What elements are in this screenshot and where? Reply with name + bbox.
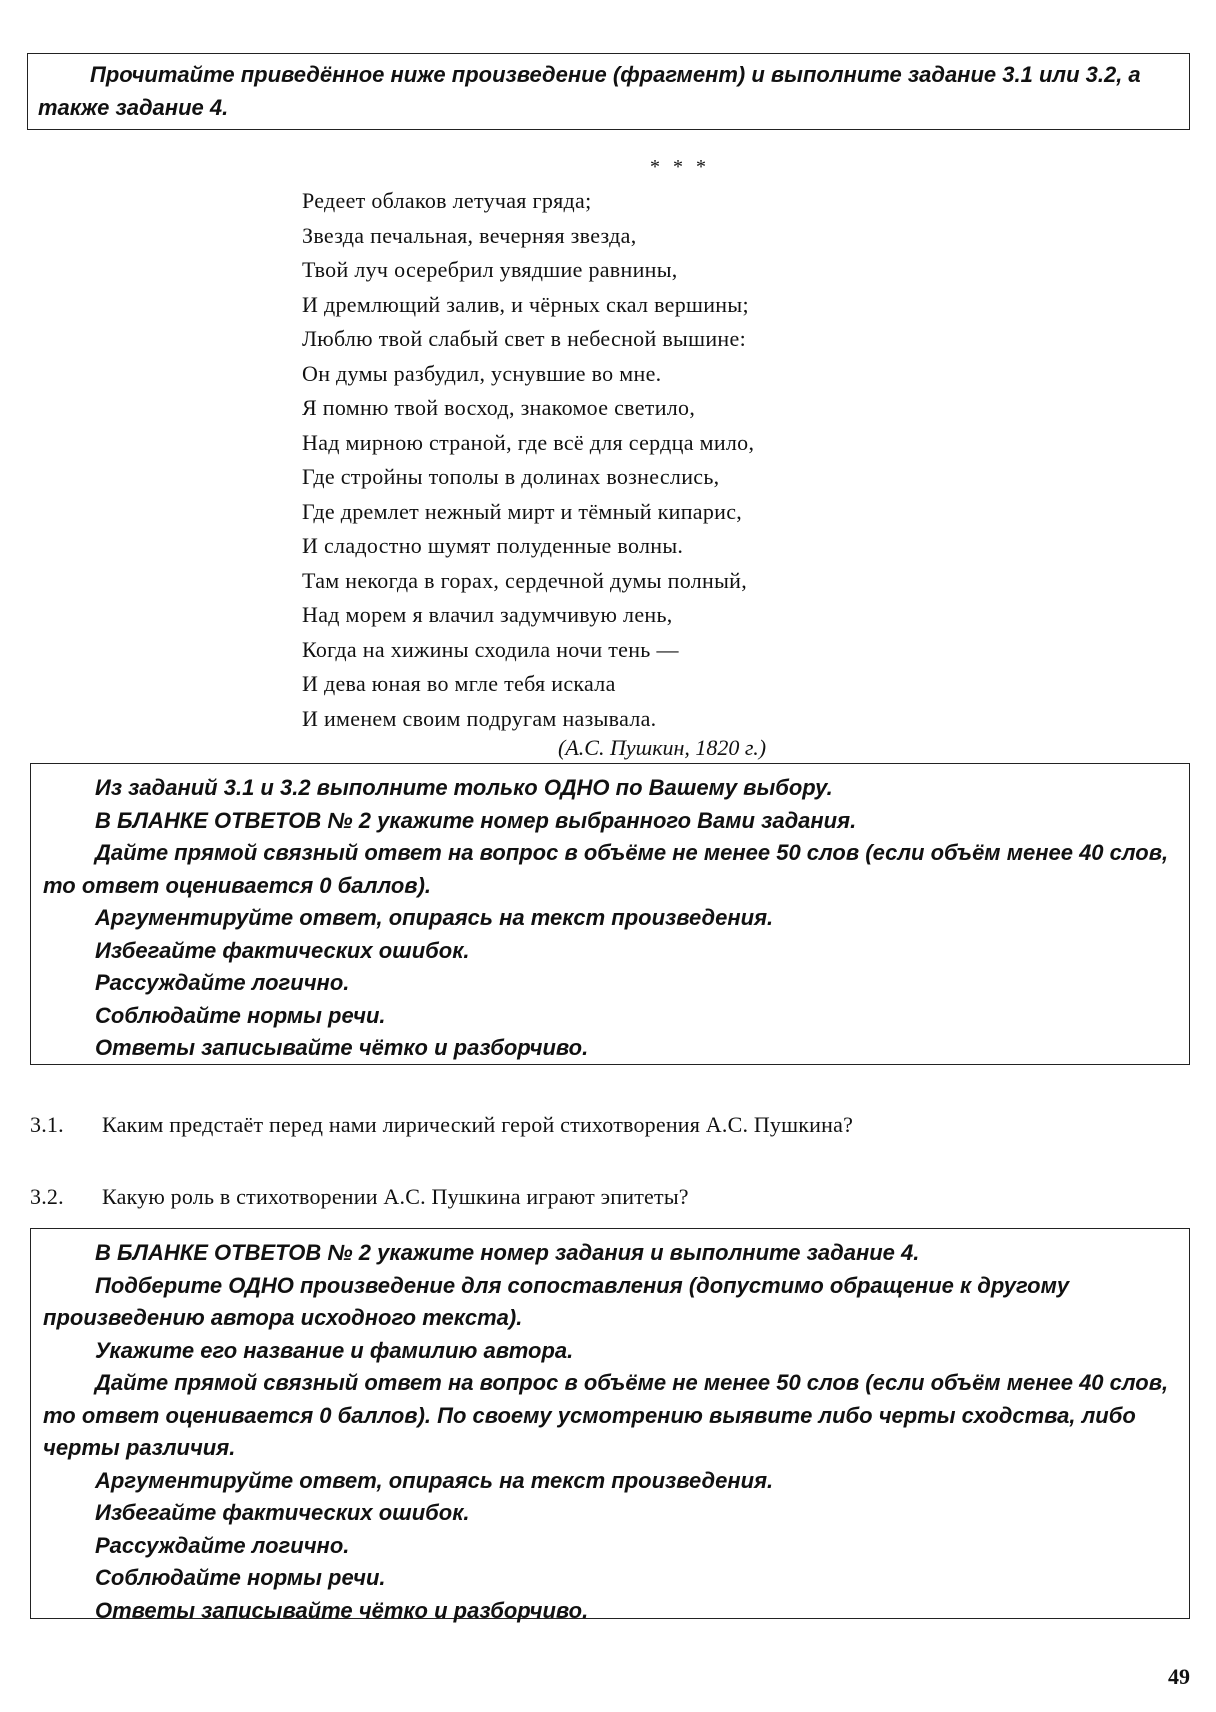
poem-line: Когда на хижины сходила ночи тень — [302, 636, 679, 662]
poem-line: Твой луч осеребрил увядшие равнины, [302, 257, 678, 282]
poem-line: Где дремлет нежный мирт и тёмный кипарис, [302, 498, 743, 524]
instruction-line: Соблюдайте нормы речи. [95, 1002, 386, 1028]
instruction-line: Аргументируйте ответ, опираясь на текст произведения. [95, 905, 774, 930]
poem-line: И дремлющий залив, и чёрных скал вершины; [302, 291, 749, 317]
intro-instruction-box [27, 53, 1190, 130]
instruction-line: Избегайте фактических ошибок. [95, 937, 470, 963]
poem-line: Над морем я влачил задумчивую лень, [302, 602, 673, 627]
poem-attribution: (А.С. Пушкин, 1820 г.) [558, 735, 767, 760]
poem-line: Где стройны тополы в долинах вознеслись, [302, 464, 720, 489]
question-3-2 [30, 1182, 689, 1212]
poem-line: Над мирною страной, где всё для сердца мило, [302, 429, 755, 455]
instruction-line: Рассуждайте логично. [95, 970, 350, 995]
question-number: 3.2. [30, 1184, 64, 1209]
poem-line: Он думы разбудил, уснувшие во мне. [302, 360, 662, 386]
instruction-line: Ответы записывайте чётко и разборчиво. [95, 1597, 589, 1623]
poem [302, 150, 942, 736]
instruction-line: Дайте прямой связный ответ на вопрос в объёме не менее 50 слов (если объём менее 40 слов, то ответ оценивается 0 баллов). [43, 840, 1169, 898]
poem-line: Там некогда в горах, сердечной думы полный, [302, 567, 748, 593]
instruction-box-task3 [30, 763, 1190, 1065]
poem-line: Звезда печальная, вечерняя звезда, [302, 222, 637, 248]
instruction-line: Соблюдайте нормы речи. [95, 1565, 386, 1590]
poem-line: Редеет облаков летучая гряда; [302, 188, 592, 213]
question-text: Какую роль в стихотворении А.С. Пушкина играют эпитеты? [102, 1184, 689, 1209]
instruction-line: Аргументируйте ответ, опираясь на текст произведения. [95, 1467, 774, 1493]
poem-line: Люблю твой слабый свет в небесной вышине: [302, 326, 746, 351]
page-number: 49 [1168, 1664, 1190, 1689]
instruction-line: Ответы записывайте чётко и разборчиво. [95, 1035, 589, 1060]
instruction-line: Укажите его название и фамилию автора. [95, 1337, 574, 1363]
instruction-line: Подберите ОДНО произведение для сопоставления (допустимо обращение к другому произведению автора исходного текста). [43, 1272, 1070, 1330]
poem-line: И дева юная во мгле тебя искала [302, 671, 616, 696]
poem-line: И именем своим подругам называла. [302, 705, 657, 731]
instruction-line: В БЛАНКЕ ОТВЕТОВ № 2 укажите номер задания и выполните задание 4. [95, 1240, 920, 1265]
poem-line: И сладостно шумят полуденные волны. [302, 533, 684, 558]
instruction-line: Из заданий 3.1 и 3.2 выполните только ОДНО по Вашему выбору. [95, 775, 833, 800]
poem-line: Я помню твой восход, знакомое светило, [302, 395, 696, 420]
instruction-line: Избегайте фактических ошибок. [95, 1500, 470, 1525]
question-text: Каким предстаёт перед нами лирический герой стихотворения А.С. Пушкина? [102, 1112, 854, 1137]
intro-text: Прочитайте приведённое ниже произведение (фрагмент) и выполните задание 3.1 или 3.2, а также задание 4. [38, 62, 1141, 120]
instruction-box-task4 [30, 1228, 1190, 1623]
question-3-1 [30, 1110, 853, 1140]
instruction-line: Рассуждайте логично. [95, 1532, 350, 1558]
question-number: 3.1. [30, 1112, 64, 1137]
poem-stars: * * * [650, 156, 710, 178]
instruction-line: Дайте прямой связный ответ на вопрос в объёме не менее 50 слов (если объём менее 40 слов, то ответ оценивается 0 баллов). По своему усмотрению выявите либо черты сходства, либо черты различия. [43, 1370, 1169, 1460]
instruction-line: В БЛАНКЕ ОТВЕТОВ № 2 укажите номер выбранного Вами задания. [95, 807, 857, 833]
